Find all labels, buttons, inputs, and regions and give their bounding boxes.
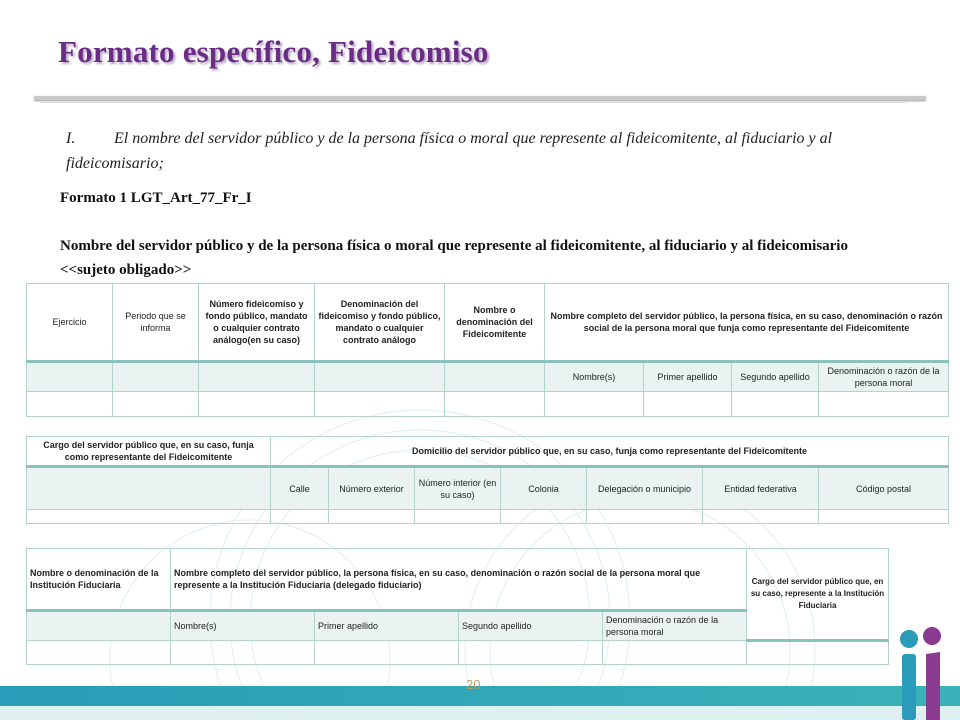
table-domicilio (26, 436, 949, 524)
subheader-entidad: Entidad federativa (703, 467, 819, 510)
table-cell (315, 641, 459, 665)
table-cell (199, 362, 315, 392)
table-cell (171, 641, 315, 665)
footer-accent-bar-light (0, 706, 960, 720)
page-title: Formato específico, Fideicomiso (58, 34, 489, 69)
table-cell (445, 392, 545, 417)
subheader-numero-exterior: Número exterior (329, 467, 415, 510)
intro-text: El nombre del servidor público y de la persona física o moral que represente al fideicomitente, al fiduciario y al fideicomisario; (66, 130, 833, 172)
table-cell (27, 611, 171, 641)
header-fideicomitente: Nombre o denominación del Fideicomitente (445, 284, 545, 362)
table-cell (199, 392, 315, 417)
table-cell (415, 510, 501, 524)
table-cell (27, 362, 113, 392)
table-cell (644, 392, 732, 417)
intro-number: I. (66, 130, 76, 147)
subheader-delegacion: Delegación o municipio (587, 467, 703, 510)
page-number: 20 (466, 677, 481, 692)
subheader-numero-interior: Número interior (en su caso) (415, 467, 501, 510)
header-ejercicio: Ejercicio (27, 284, 113, 362)
header-representante-fideicomitente: Nombre completo del servidor público, la persona física, en su caso, denominación o razón social de la persona moral que funja como representante del Fideicomitente (545, 284, 949, 362)
subheader-nombres: Nombre(s) (171, 611, 315, 641)
table-cell (27, 510, 271, 524)
subheader-codigo-postal: Código postal (819, 467, 949, 510)
subheader-primer-apellido: Primer apellido (315, 611, 459, 641)
intro-paragraph (66, 126, 866, 176)
table-cell (703, 510, 819, 524)
title-divider-shadow (40, 102, 906, 103)
header-institucion-fiduciaria: Nombre o denominación de la Institución Fiduciaria (27, 549, 171, 611)
subheader-calle: Calle (271, 467, 329, 510)
table-cell (271, 510, 329, 524)
table-cell (747, 641, 889, 665)
table-cell (329, 510, 415, 524)
table-cell (113, 362, 199, 392)
subheader-segundo-apellido: Segundo apellido (459, 611, 603, 641)
format-code: Formato 1 LGT_Art_77_Fr_I (60, 190, 252, 206)
header-periodo: Periodo que se informa (113, 284, 199, 362)
table-cell (545, 392, 644, 417)
header-delegado-fiduciario: Nombre completo del servidor público, la persona física, en su caso, denominación o razón social de la persona moral que represente a la Institución Fiduciaria (delegado fiduciario) (171, 549, 747, 611)
header-domicilio: Domicilio del servidor público que, en su caso, funja como representante del Fideicomitente (271, 437, 949, 467)
subheader-colonia: Colonia (501, 467, 587, 510)
subheader-segundo-apellido: Segundo apellido (732, 362, 819, 392)
table-cell (603, 641, 747, 665)
table-cell (315, 392, 445, 417)
table-cell (732, 392, 819, 417)
table-cell (27, 641, 171, 665)
title-divider (34, 96, 926, 100)
table-cell (445, 362, 545, 392)
table-cell (819, 392, 949, 417)
subheader-primer-apellido: Primer apellido (644, 362, 732, 392)
table-institucion-fiduciaria (26, 548, 889, 665)
table-cell (587, 510, 703, 524)
header-cargo-fiduciaria: Cargo del servidor público que, en su caso, represente a la Institución Fiduciaria (747, 549, 889, 641)
format-description: Nombre del servidor público y de la persona física o moral que represente al fideicomitente, al fiduciario y al fideicomisario <<sujeto obligado>> (60, 238, 848, 278)
header-numero-fideicomiso: Número fideicomiso y fondo público, mandato o cualquier contrato análogo(en su caso) (199, 284, 315, 362)
table-fideicomitente (26, 283, 949, 417)
table-cell (113, 392, 199, 417)
subheader-denominacion: Denominación o razón de la persona moral (603, 611, 747, 641)
table-cell (819, 510, 949, 524)
table-cell (459, 641, 603, 665)
subheader-nombres: Nombre(s) (545, 362, 644, 392)
table-cell (501, 510, 587, 524)
table-cell (315, 362, 445, 392)
header-denominacion-fideicomiso: Denominación del fideicomiso y fondo público, mandato o cualquier contrato análogo (315, 284, 445, 362)
subheader-denominacion: Denominación o razón de la persona moral (819, 362, 949, 392)
header-cargo-representante: Cargo del servidor público que, en su caso, funja como representante del Fideicomitente (27, 437, 271, 467)
table-cell (27, 392, 113, 417)
institution-logo-icon (896, 626, 946, 720)
table-cell (27, 467, 271, 510)
